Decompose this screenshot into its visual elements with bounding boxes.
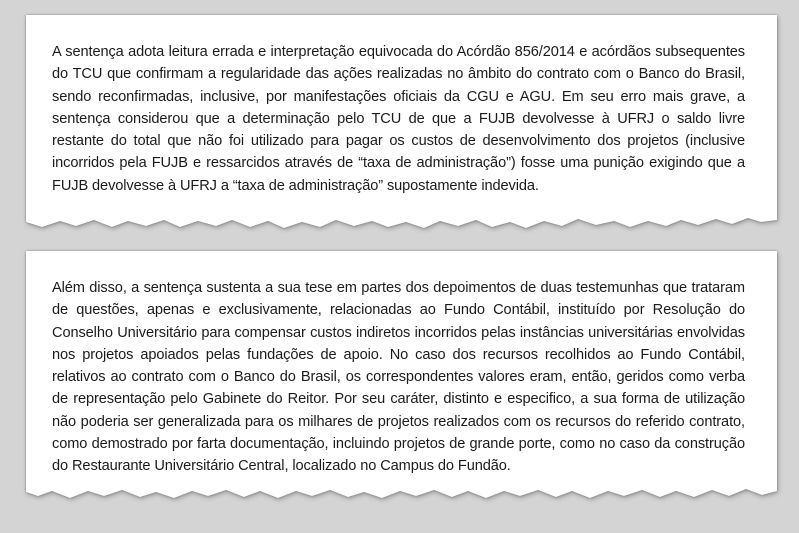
clipping-2-paragraph: Além disso, a sentença sustenta a sua tese em partes dos depoimentos de duas testemunhas que trataram de questões, apenas e exclusivamente, relacionadas ao Fundo Contábil, instituído por Resolução do Conselho Universitário para compensar custos indiretos incorridos pelas instâncias universitárias envolvidas nos projetos apoiados pelas fundações de apoio. No caso dos recursos recolhidos ao Fundo Contábil, relativos ao contrato com o Banco do Brasil, os correspondentes valores eram, então, geridos como verba de representação pelo Gabinete do Reitor. Por seu caráter, distinto e especifico, a sua forma de utilização não poderia ser generalizada para os milhares de projetos realizados com os recursos do referido contrato, como demostrado por farta documentação, incluindo projetos de grande porte, como no caso da construção do Restaurante Universitário Central, localizado no Campus do Fundão.: [52, 280, 745, 475]
news-clipping-2: [26, 251, 777, 505]
news-clipping-1: [26, 15, 777, 233]
clipping-1-paragraph: A sentença adota leitura errada e interpretação equivocada do Acórdão 856/2014 e acórdãos subsequentes do TCU que confirmam a regularidade das ações realizadas no âmbito do contrato com o Banco do Brasil, sendo reconfirmadas, inclusive, por manifestações oficiais da CGU e AGU. Em seu erro mais grave, a sentença considerou que a determinação pelo TCU de que a FUJB devolvesse à UFRJ o saldo livre restante do total que não foi utilizado para pagar os custos de desenvolvimento dos projetos (inclusive incorridos pela FUJB e ressarcidos através de “taxa de administração”) fosse uma punição exigindo que a FUJB devolvesse à UFRJ a “taxa de administração” supostamente indevida.: [52, 44, 745, 194]
